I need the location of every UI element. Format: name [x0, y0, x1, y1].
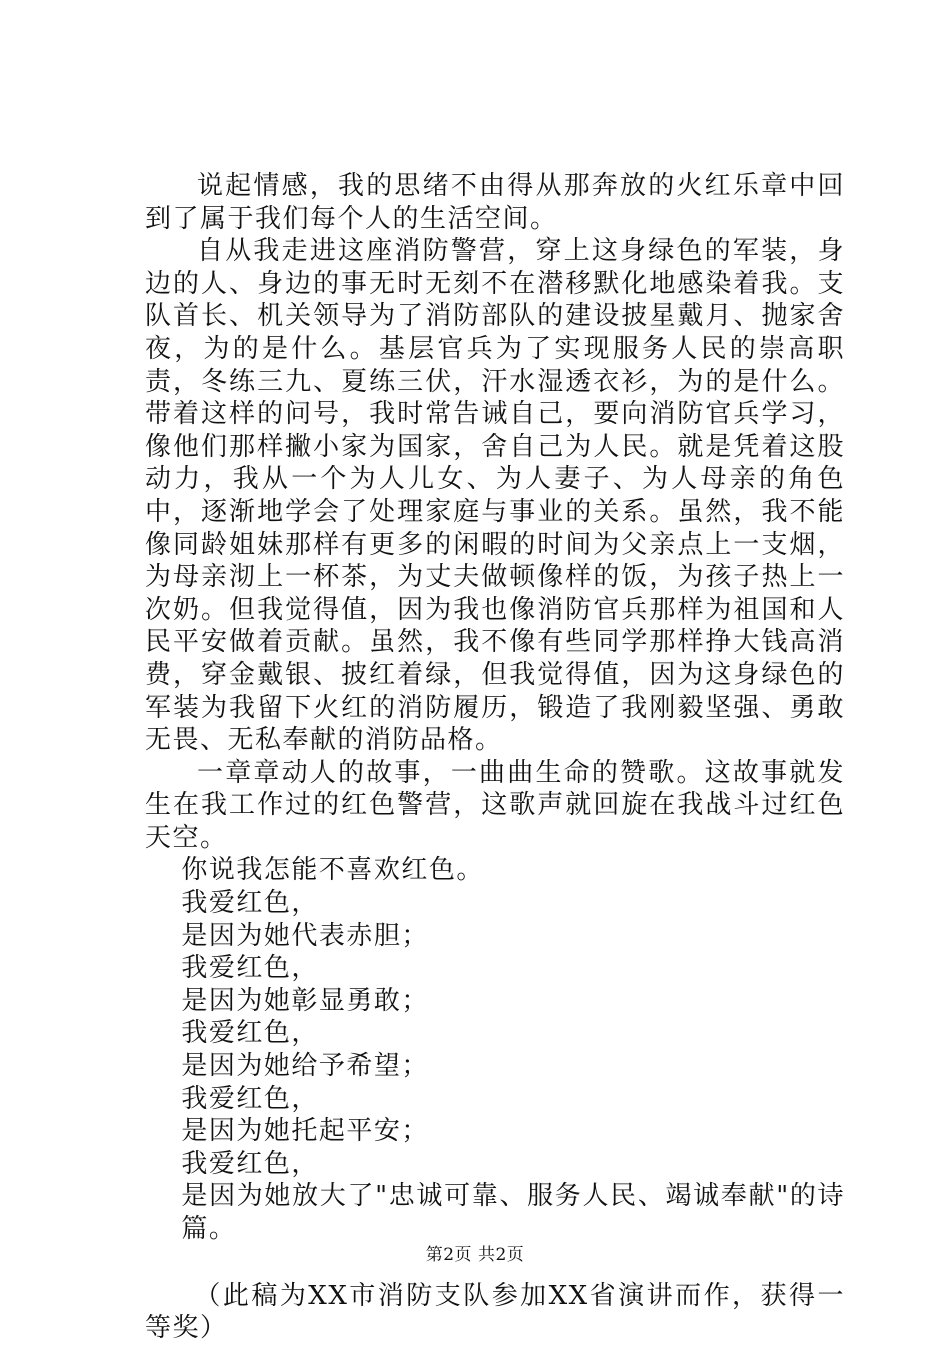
verse-line: 我爱红色，	[181, 1018, 319, 1049]
author-note: （此稿为XX市消防支队参加XX省演讲而作，获得一等奖）	[145, 1280, 845, 1344]
document-body	[145, 170, 845, 1345]
page-footer: 第2页 共2页	[425, 1245, 525, 1265]
verse-line: 是因为她放大了"忠诚可靠、服务人民、竭诚奉献"的诗篇。	[181, 1181, 845, 1244]
verse-line: 我爱红色，	[181, 1148, 319, 1179]
paragraph-2: 自从我走进这座消防警营，穿上这身绿色的军装，身边的人、身边的事无时无刻不在潜移默化地感染着我。支队首长、机关领导为了消防部队的建设披星戴月、抛家舍夜，为的是什么。基层官兵为了实现服务人民的崇高职责，冬练三九、夏练三伏，汗水湿透衣衫，为的是什么。带着这样的问号，我时常告诫自己，要向消防官兵学习，像他们那样撇小家为国家，舍自己为人民。就是凭着这股动力，我从一个为人儿女、为人妻子、为人母亲的角色中，逐渐地学会了处理家庭与事业的关系。虽然，我不能像同龄姐妹那样有更多的闲暇的时间为父亲点上一支烟，为母亲沏上一杯茶，为丈夫做顿像样的饭，为孩子热上一次奶。但我觉得值，因为我也像消防官兵那样为祖国和人民平安做着贡献。虽然，我不像有些同学那样挣大钱高消费，穿金戴银、披红着绿，但我觉得值，因为这身绿色的军装为我留下火红的消防履历，锻造了我刚毅坚强、勇敢无畏、无私奉献的消防品格。	[145, 236, 845, 756]
verse-line: 我爱红色，	[181, 953, 319, 984]
verse-line: 你说我怎能不喜欢红色。	[181, 855, 484, 886]
verse-line: 是因为她彰显勇敢；	[181, 985, 429, 1016]
verse-line: 是因为她给予希望；	[181, 1051, 429, 1082]
paragraph-1: 说起情感，我的思绪不由得从那奔放的火红乐章中回到了属于我们每个人的生活空间。	[145, 171, 845, 234]
paragraph-3: 一章章动人的故事，一曲曲生命的赞歌。这故事就发生在我工作过的红色警营，这歌声就回旋在我战斗过红色天空。	[145, 757, 845, 853]
verse-line: 是因为她代表赤胆；	[181, 920, 429, 951]
verse-line: 是因为她托起平安；	[181, 1116, 429, 1147]
verse-line: 我爱红色，	[181, 1083, 319, 1114]
verse-line: 我爱红色，	[181, 888, 319, 919]
